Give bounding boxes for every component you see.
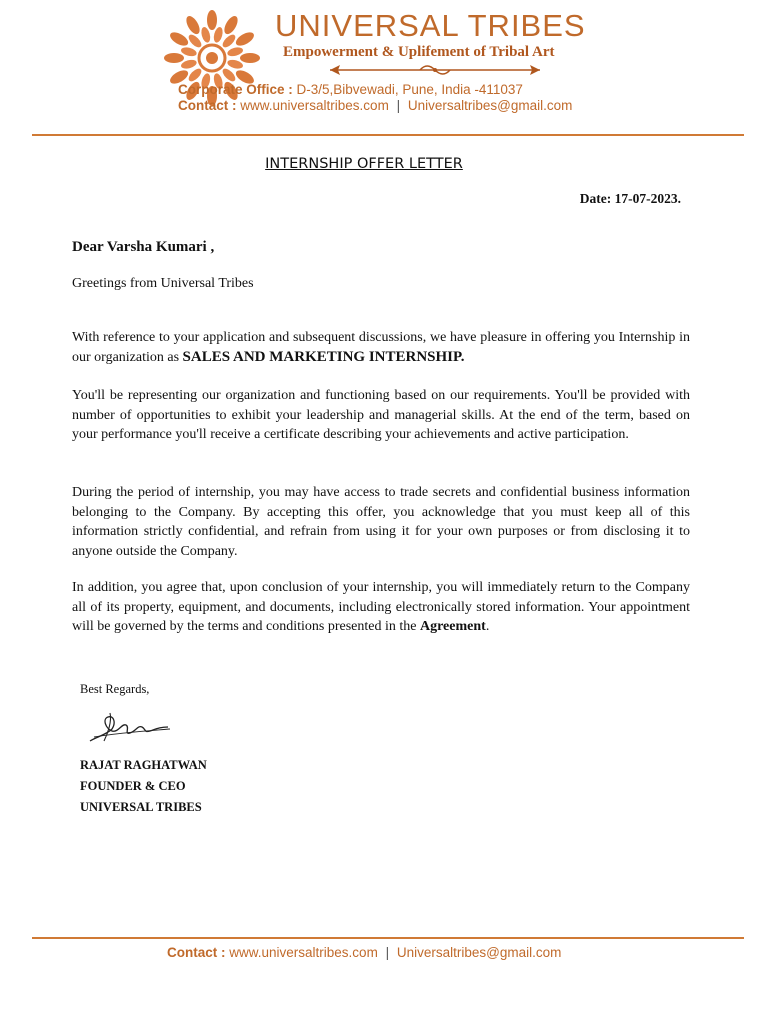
office-address: D-3/5,Bibvewadi, Pune, India -411037 [296, 82, 523, 97]
salutation: Dear Varsha Kumari , [72, 239, 215, 255]
brand-tagline: Empowerment & Uplifement of Tribal Art [283, 44, 555, 60]
agreement-term: Agreement [419, 619, 486, 634]
brand-name: UNIVERSAL TRIBES [275, 8, 586, 43]
paragraph-property-return [72, 578, 690, 637]
return-text: In addition, you agree that, upon conclusion of your internship, you will immediately return to the Company all of its property, equipment, and documents, including electronically stored information. Your appointment will be governed by the terms and conditions presented in the [72, 580, 690, 634]
arrow-ornament-icon [300, 62, 570, 78]
website-link[interactable]: www.universaltribes.com [240, 98, 389, 113]
contact-label: Contact : [178, 98, 237, 113]
separator: | [396, 98, 401, 113]
signer-organization: UNIVERSAL TRIBES [80, 800, 202, 814]
internship-role: SALES AND MARKETING INTERNSHIP. [182, 348, 465, 365]
header-divider [32, 134, 744, 136]
signer-title: FOUNDER & CEO [80, 779, 186, 793]
signer-name: RAJAT RAGHATWAN [80, 758, 207, 772]
header-contact-line [178, 98, 572, 113]
letter-title: INTERNSHIP OFFER LETTER [265, 156, 463, 172]
closing: Best Regards, [80, 682, 150, 696]
footer-contact-label: Contact : [167, 945, 226, 960]
office-address-line [178, 82, 523, 97]
letter-date: Date: 17-07-2023. [579, 191, 681, 206]
greeting: Greetings from Universal Tribes [72, 276, 254, 291]
handwritten-signature [86, 707, 176, 747]
offer-text: With reference to your application and subsequent discussions, we have pleasure in offering you Internship in our organization as [72, 330, 690, 365]
email-link[interactable]: Universaltribes@gmail.com [407, 98, 573, 113]
footer-separator: | [385, 945, 390, 960]
paragraph-offer [72, 328, 690, 367]
footer-divider [32, 937, 744, 939]
office-label: Corporate Office : [178, 82, 293, 97]
paragraph-confidentiality: During the period of internship, you may have access to trade secrets and confidential business information belonging to the Company. By accepting this offer, you acknowledge that you must keep all of this information strictly confidential, and refrain from using it for your own purposes or from disclosing it to anyone outside the Company. [72, 485, 690, 559]
footer-website-link[interactable]: www.universaltribes.com [229, 945, 378, 960]
footer-contact-line [167, 945, 561, 960]
period: . [485, 619, 490, 634]
paragraph-responsibilities: You'll be representing our organization and functioning based on our requirements. You'll be provided with number of opportunities to exhibit your leadership and managerial skills. At the end of the term, based on your performance you'll receive a certificate describing your achievements and active participation. [72, 388, 690, 442]
footer-email-link[interactable]: Universaltribes@gmail.com [396, 945, 562, 960]
